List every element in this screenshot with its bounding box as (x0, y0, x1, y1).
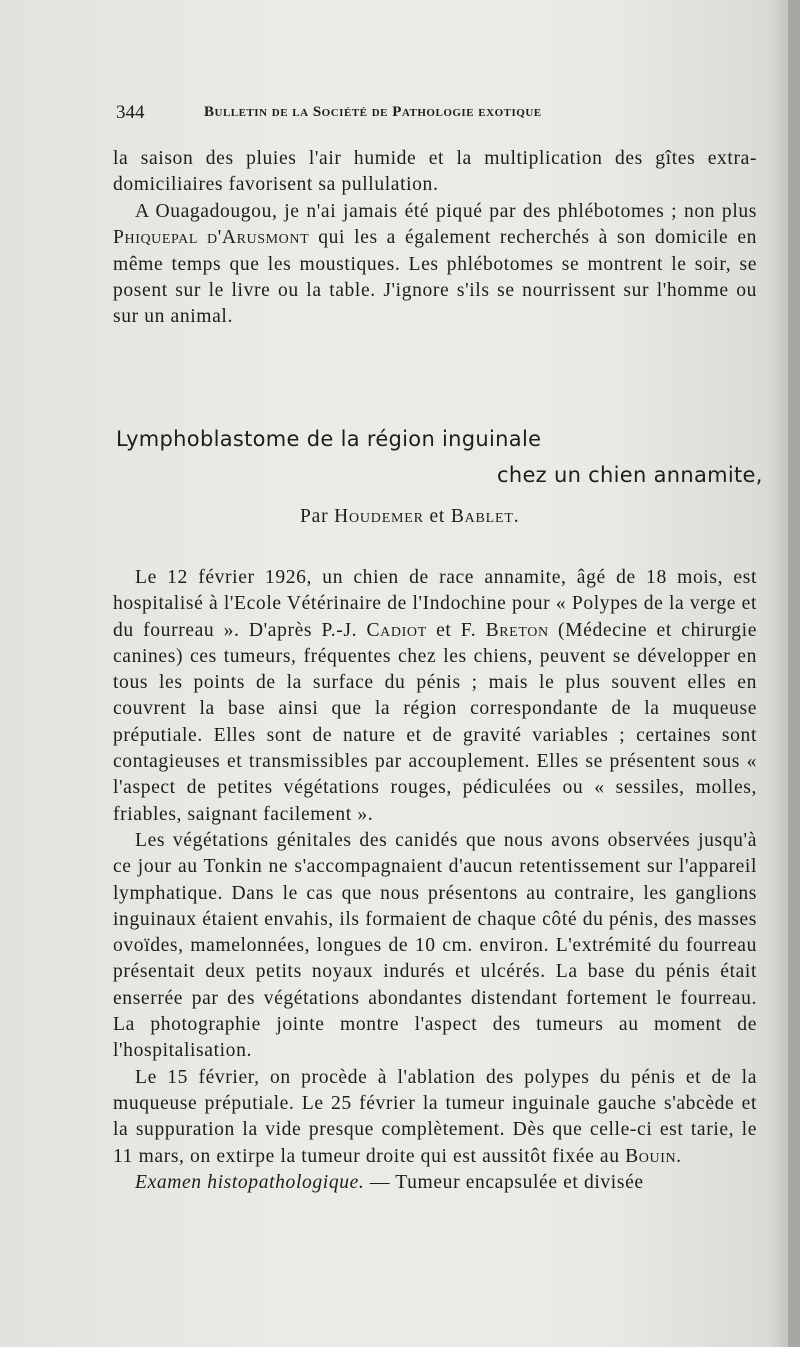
text-run: Le 12 février 1926, un chien de race annamite, âgé de 18 mois, est hospitalisé à l'Ecole Vétérinaire de l'Indochine pour « Polypes de la verge et du fourreau ». D'après P.-J. (113, 567, 757, 641)
reagent-name: Bouin. (625, 1145, 682, 1167)
page-number: 344 (116, 102, 145, 123)
byline (300, 506, 519, 528)
body-paragraph (113, 1065, 757, 1170)
author-name: Breton (485, 619, 549, 641)
body-paragraph (113, 565, 757, 828)
text-run: — Tumeur encapsulée et divisée (364, 1171, 644, 1193)
intro-text (113, 146, 757, 331)
article-title-line-1: Lymphoblastome de la région inguinale (116, 427, 542, 451)
text-run: et F. (426, 619, 486, 641)
text-run: Le 15 février, on procède à l'ablation des polypes du pénis et de la muqueuse préputiale. Le 25 février la tumeur inguinale gauche s'abcède et la suppuration la vide presque complètement. Dès que celle-ci est tarie, le 11 mars, on extirpe la tumeur droite qui est aussitôt fixée au (113, 1066, 757, 1167)
byline-prefix: Par (300, 506, 335, 527)
article-title (116, 421, 763, 493)
text-run: qui les a également recherchés à son domicile en même temps que les moustiques. Les phlébotomes se montrent le soir, se posent sur le livre ou la table. J'ignore s'ils se nourrissent sur l'homme ou sur un animal. (113, 227, 758, 328)
running-title: Bulletin de la Société de Pathologie exotique (204, 104, 542, 120)
page-header (116, 100, 676, 128)
section-heading-italic: Examen histopathologique. (135, 1171, 365, 1193)
byline-and: et (423, 506, 451, 527)
body-paragraph: Les végétations génitales des canidés que nous avons observées jusqu'à ce jour au Tonkin ne s'accompagnaient d'aucun retentissement sur l'appareil lymphatique. Dans le cas que nous présentons au contraire, les ganglions inguinaux étaient envahis, ils formaient de chaque côté du pénis, des masses ovoïdes, mamelonnées, longues de 10 cm. environ. L'extrémité du fourreau présentait deux petits noyaux indurés et ulcérés. La base du pénis était enserrée par des végétations abondantes distendant fortement le fourreau. La photographie jointe montre l'aspect des tumeurs au moment de l'hospitalisation. (113, 829, 757, 1062)
intro-paragraph (113, 199, 757, 331)
author-name: Houdemer (334, 506, 424, 527)
intro-paragraph: la saison des pluies l'air humide et la multiplication des gîtes extra-domiciliaires favorisent sa pullulation. (113, 148, 757, 196)
text-run: (Médecine et chirurgie canines) ces tumeurs, fréquentes chez les chiens, peuvent se développer en tous les points de la surface du pénis ; mais le plus souvent elles en couvrent la base ainsi que la région correspondante de la muqueuse préputiale. Elles sont de nature et de gravité variables ; certaines sont contagieuses et transmissibles par accouplement. Elles se présentent sous « l'aspect de petites végétations rouges, pédiculées ou « sessiles, molles, friables, saignant facilement ». (113, 619, 757, 825)
author-name: Phiquepal d'Arusmont (113, 227, 310, 249)
author-name: Cadiot (366, 619, 427, 641)
text-run: A Ouagadougou, je n'ai jamais été piqué par des phlébotomes ; non plus (135, 200, 757, 222)
body-paragraph (113, 1170, 757, 1196)
article-title-line-2: chez un chien annamite, (497, 463, 763, 487)
article-body (113, 565, 757, 1196)
author-name: Bablet. (450, 506, 520, 527)
book-spine-shadow (788, 0, 800, 1347)
